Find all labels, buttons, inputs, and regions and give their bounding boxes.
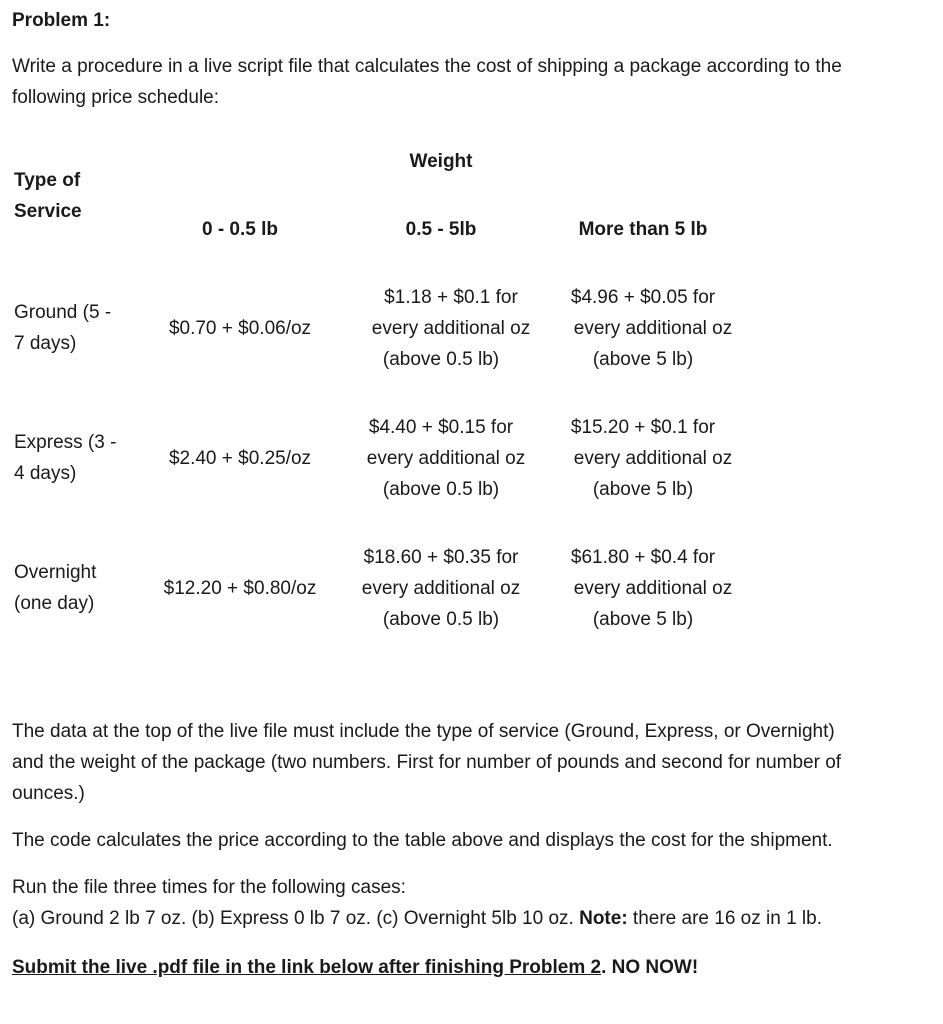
price-cell: $18.60 + $0.35 for	[363, 547, 519, 568]
price-cell: $0.70 + $0.06/oz	[168, 318, 312, 339]
price-cell: $61.80 + $0.4 for	[570, 547, 716, 568]
paragraph-line: ounces.)	[12, 783, 85, 804]
submit-line	[12, 952, 698, 983]
paragraph-line: The code calculates the price according to the table above and displays the cost for the shipment.	[12, 830, 833, 851]
price-cell: (above 0.5 lb)	[382, 609, 500, 630]
intro-line: following price schedule:	[12, 87, 220, 108]
cases-text: (a) Ground 2 lb 7 oz. (b) Express 0 lb 7 oz. (c) Overnight 5lb 10 oz.	[12, 908, 574, 929]
price-cell: every additional oz	[573, 578, 733, 599]
submit-link[interactable]: Submit the live .pdf file in the link below after finishing Problem 2	[12, 957, 602, 978]
service-header: Type of	[14, 170, 81, 191]
problem-title: Problem 1:	[12, 10, 111, 31]
service-cell: Overnight	[14, 562, 97, 583]
paragraph-line: The data at the top of the live file must include the type of service (Ground, Express, or Overnight)	[12, 721, 835, 742]
price-cell: every additional oz	[573, 448, 733, 469]
service-cell: 7 days)	[14, 333, 77, 354]
price-cell: $4.40 + $0.15 for	[368, 417, 514, 438]
column-header: More than 5 lb	[578, 219, 708, 240]
column-header: 0.5 - 5lb	[405, 219, 477, 240]
price-cell: (above 5 lb)	[592, 609, 694, 630]
service-cell: Express (3 -	[14, 432, 117, 453]
price-cell: $2.40 + $0.25/oz	[168, 448, 312, 469]
cases-line	[12, 903, 822, 934]
price-cell: every additional oz	[573, 318, 733, 339]
submit-tail: . NO NOW!	[601, 957, 699, 978]
price-cell: every additional oz	[361, 578, 521, 599]
price-cell: (above 5 lb)	[592, 479, 694, 500]
paragraph-line: Run the file three times for the following cases:	[12, 877, 406, 898]
intro-line: Write a procedure in a live script file that calculates the cost of shipping a package according to the	[12, 56, 842, 77]
price-cell: (above 0.5 lb)	[382, 349, 500, 370]
price-cell: $1.18 + $0.1 for	[384, 287, 518, 308]
note-text: there are 16 oz in 1 lb.	[627, 908, 822, 929]
price-cell: $12.20 + $0.80/oz	[163, 578, 317, 599]
price-cell: every additional oz	[366, 448, 526, 469]
service-header: Service	[14, 201, 82, 222]
price-cell: $15.20 + $0.1 for	[570, 417, 716, 438]
price-cell: every additional oz	[371, 318, 531, 339]
price-cell: $4.96 + $0.05 for	[570, 287, 716, 308]
price-cell: (above 0.5 lb)	[382, 479, 500, 500]
service-cell: 4 days)	[14, 463, 77, 484]
price-cell: (above 5 lb)	[592, 349, 694, 370]
paragraph-line: and the weight of the package (two numbers. First for number of pounds and second for number of	[12, 752, 842, 773]
service-cell: Ground (5 -	[14, 302, 112, 323]
column-header: 0 - 0.5 lb	[201, 219, 279, 240]
note-label: Note:	[579, 908, 628, 929]
weight-header: Weight	[409, 151, 473, 172]
service-cell: (one day)	[14, 593, 95, 614]
